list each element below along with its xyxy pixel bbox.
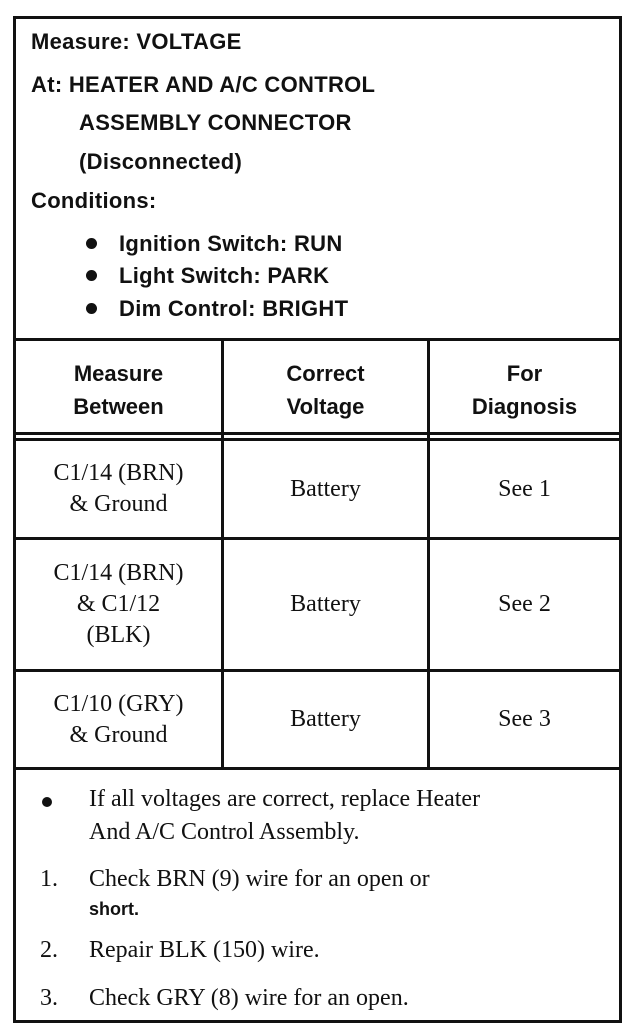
condition-text: Light Switch: PARK [119, 263, 330, 288]
table-bottom-divider [16, 767, 619, 770]
header-text: Correct [286, 361, 365, 386]
column-header-divider-1 [16, 432, 619, 435]
note-item-2 [16, 934, 619, 970]
conditions-label: Conditions: [31, 188, 157, 213]
header-text: Diagnosis [471, 394, 578, 419]
header-text: Measure [73, 361, 164, 386]
cell-text: C1/14 (BRN) [53, 560, 184, 586]
test-conditions-header [16, 19, 619, 339]
cell-text: & C1/12 [76, 591, 161, 617]
table-cell-voltage: Battery [290, 475, 361, 502]
header-text: Voltage [286, 394, 365, 419]
table-cell-diagnosis: See 3 [498, 706, 551, 732]
at-line-2: ASSEMBLY CONNECTOR [79, 110, 352, 135]
at-line-3: (Disconnected) [79, 149, 243, 174]
note-text: If all voltages are correct, replace Heater [89, 786, 481, 812]
condition-item [86, 296, 348, 322]
table-cell-voltage: Battery [290, 591, 361, 617]
bullet-icon [86, 270, 97, 281]
table-cell-measure [16, 540, 221, 669]
note-number: 1. [40, 866, 58, 892]
table-cell-measure [16, 672, 221, 767]
measure-line: Measure: VOLTAGE [31, 29, 242, 54]
header-text: For [506, 361, 543, 386]
column-header-measure-between [16, 357, 221, 423]
cell-text: & Ground [69, 491, 168, 517]
bullet-icon [86, 303, 97, 314]
note-text: short. [89, 899, 140, 919]
note-item-1 [16, 863, 619, 923]
bullet-icon [42, 797, 52, 807]
table-cell-diagnosis: See 2 [498, 591, 551, 617]
note-text: Check BRN (9) wire for an open or [89, 866, 430, 892]
note-number: 3. [40, 985, 58, 1011]
table-cell-measure [16, 441, 221, 537]
note-text: Repair BLK (150) wire. [89, 937, 320, 963]
condition-text: Ignition Switch: RUN [119, 231, 343, 256]
bullet-icon [86, 238, 97, 249]
note-text: Check GRY (8) wire for an open. [89, 985, 409, 1011]
condition-text: Dim Control: BRIGHT [119, 296, 349, 321]
table-cell-diagnosis: See 1 [498, 475, 551, 502]
column-header-correct-voltage [224, 357, 427, 423]
note-number: 2. [40, 937, 58, 963]
cell-text: C1/14 (BRN) [53, 460, 184, 486]
note-item-3 [16, 982, 619, 1018]
cell-text: C1/10 (GRY) [53, 690, 184, 717]
condition-item [86, 263, 329, 289]
note-bullet [16, 783, 619, 853]
condition-item [86, 231, 343, 257]
diagnostic-chart-frame [13, 16, 622, 1023]
cell-text: (BLK) [86, 622, 151, 648]
table-cell-voltage: Battery [290, 706, 361, 732]
note-text: And A/C Control Assembly. [89, 819, 360, 845]
cell-text: & Ground [69, 721, 168, 748]
column-header-for-diagnosis [430, 357, 619, 423]
at-line-1: At: HEATER AND A/C CONTROL [31, 72, 376, 97]
header-divider [16, 338, 619, 341]
header-text: Between [73, 394, 164, 419]
